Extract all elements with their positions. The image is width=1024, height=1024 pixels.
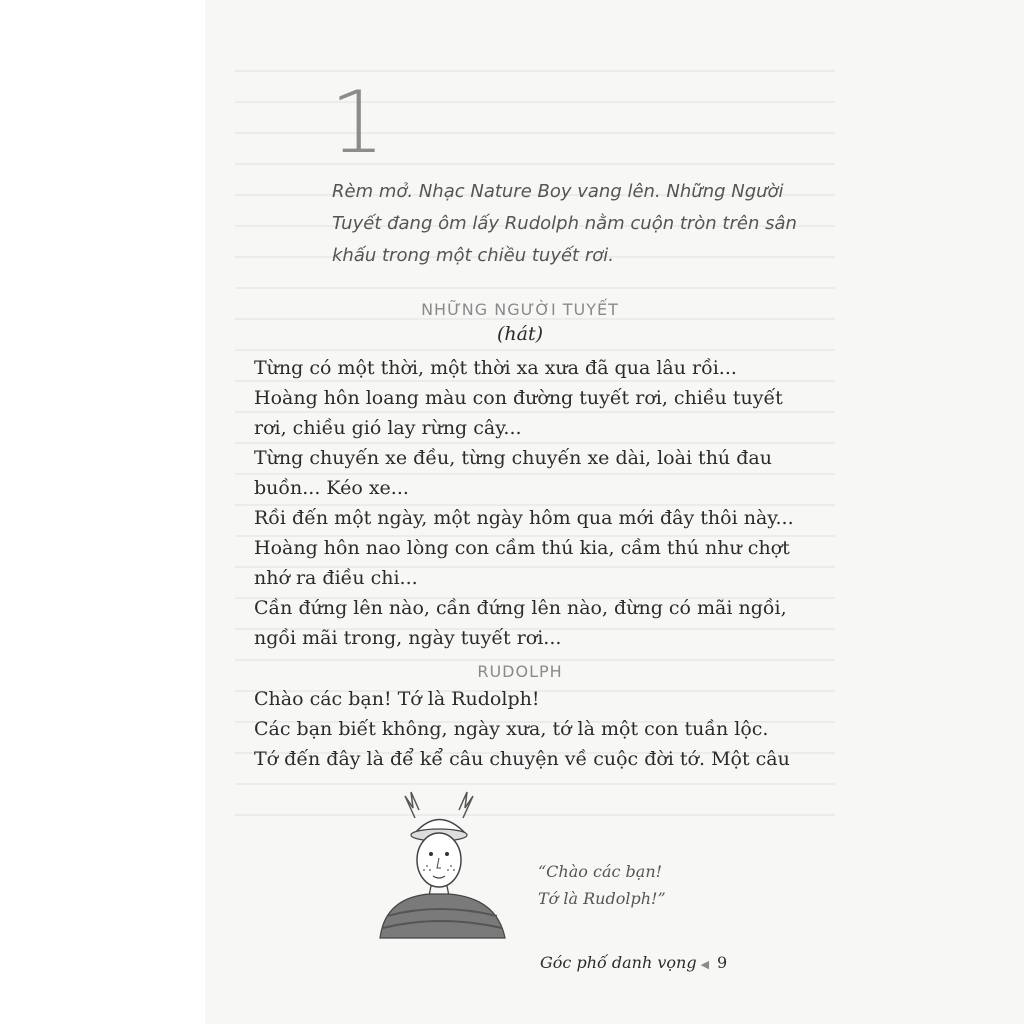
book-title: Góc phố danh vọng <box>540 953 697 972</box>
lyric-line: buồn... Kéo xe... <box>254 477 409 499</box>
page-number: 9 <box>717 953 728 972</box>
lyric-line: Từng có một thời, một thời xa xưa đã qua lâu rồi... <box>254 357 737 379</box>
lyric-line: ngồi mãi trong, ngày tuyết rơi... <box>254 627 562 649</box>
lyric-line: Từng chuyến xe đều, từng chuyến xe dài, loài thú đau <box>254 447 772 469</box>
speaker-snowmen: NHỮNG NGƯỜI TUYẾT <box>421 300 619 319</box>
song-lyrics <box>254 353 814 653</box>
chapter-number: 1 <box>330 73 385 173</box>
speech-line: Các bạn biết không, ngày xưa, tớ là một con tuần lộc. <box>254 718 769 740</box>
caption-line: Tớ là Rudolph!” <box>538 889 666 908</box>
triangle-left-icon: ◀ <box>700 958 710 971</box>
page-footer <box>540 953 790 972</box>
rudolph-illustration <box>375 788 510 943</box>
speaker-rudolph: RUDOLPH <box>477 662 563 681</box>
rudolph-speech <box>254 684 814 774</box>
sing-direction: (hát) <box>496 323 544 345</box>
caption-line: “Chào các bạn! <box>538 862 663 881</box>
speech-line: Chào các bạn! Tớ là Rudolph! <box>254 688 540 710</box>
stage-direction: Rèm mở. Nhạc Nature Boy vang lên. Những Người Tuyết đang ôm lấy Rudolph nằm cuộn tròn trên sân khấu trong một chiều tuyết rơi. <box>332 181 797 266</box>
lyric-line: Hoàng hôn loang màu con đường tuyết rơi, chiều tuyết <box>254 387 783 409</box>
illustration-caption <box>538 858 738 912</box>
lyric-line: Rồi đến một ngày, một ngày hôm qua mới đây thôi này... <box>254 507 794 529</box>
lyric-line: rơi, chiều gió lay rừng cây... <box>254 417 522 439</box>
speech-line: Tớ đến đây là để kể câu chuyện về cuộc đời tớ. Một câu <box>254 748 790 770</box>
lyric-line: nhớ ra điều chi... <box>254 567 418 589</box>
lyric-line: Cần đứng lên nào, cần đứng lên nào, đừng có mãi ngồi, <box>254 597 787 619</box>
lyric-line: Hoàng hôn nao lòng con cầm thú kia, cầm thú như chợt <box>254 537 790 559</box>
